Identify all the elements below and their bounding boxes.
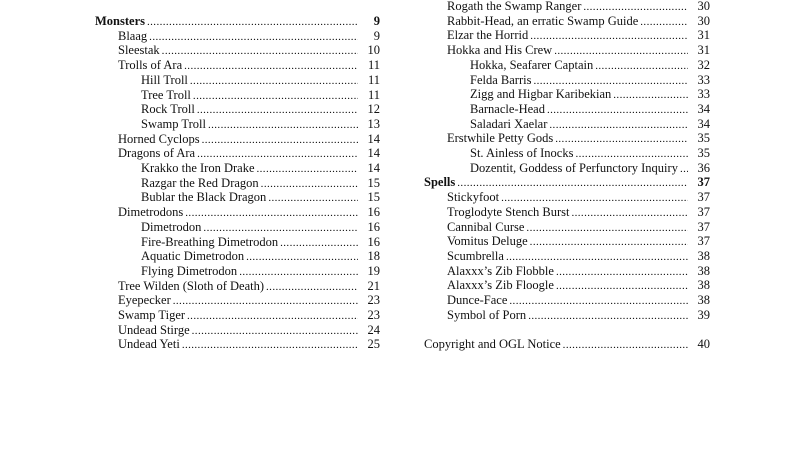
toc-entry-symbol-of-porn[interactable]: [447, 308, 710, 323]
toc-entry-title: Bublar the Black Dragon: [141, 190, 267, 205]
toc-entry-alaxxx-s-zib-flobble[interactable]: [447, 264, 710, 279]
toc-entry-page-number: 39: [697, 307, 710, 322]
toc-entry-page-number: 31: [697, 43, 710, 58]
toc-entry-hokka-seafarer-captain[interactable]: [470, 58, 710, 73]
toc-entry-title: Eyepecker: [118, 293, 171, 308]
toc-entry-title: Tree Wilden (Sloth of Death): [118, 278, 265, 293]
toc-entry-sleestak[interactable]: [118, 43, 380, 58]
toc-entry-title: Stickyfoot: [447, 190, 500, 205]
toc-entry-dragons-of-ara[interactable]: [118, 146, 380, 161]
toc-entry-flying-dimetrodon[interactable]: [141, 264, 380, 279]
toc-entry-title: Cannibal Curse: [447, 219, 525, 234]
toc-entry-page-number: 24: [367, 322, 380, 337]
toc-entry-page-number: 30: [697, 13, 710, 28]
toc-entry-title: Rock Troll: [141, 102, 195, 117]
toc-entry-title: Saladari Xaelar: [470, 116, 548, 131]
toc-entry-page-number: 25: [367, 337, 380, 352]
toc-entry-page-number: 18: [367, 249, 380, 264]
toc-entry-dimetrodon[interactable]: [141, 220, 380, 235]
toc-entry-barnacle-head[interactable]: [470, 102, 710, 117]
toc-entry-title: Swamp Troll: [141, 116, 206, 131]
toc-entry-page-number: 35: [697, 131, 710, 146]
toc-entry-copyright-and-ogl-notice[interactable]: [424, 337, 710, 352]
toc-entry-dimetrodons[interactable]: [118, 205, 380, 220]
toc-entry-title: Aquatic Dimetrodon: [141, 249, 245, 264]
toc-entry-dunce-face[interactable]: [447, 293, 710, 308]
toc-entry-title: Copyright and OGL Notice: [424, 337, 561, 352]
toc-entry-eyepecker[interactable]: [118, 293, 380, 308]
toc-entry-title: Razgar the Red Dragon: [141, 175, 259, 190]
toc-entry-title: Alaxxx’s Zib Floogle: [447, 278, 554, 293]
toc-entry-title: Erstwhile Petty Gods: [447, 131, 554, 146]
toc-entry-page-number: 9: [373, 14, 380, 28]
toc-entry-page-number: 14: [367, 146, 380, 161]
toc-entry-hill-troll[interactable]: [141, 73, 380, 88]
toc-entry-tree-wilden-sloth-of-death[interactable]: [118, 279, 380, 294]
toc-entry-page-number: 15: [367, 190, 380, 205]
toc-entry-vomitus-deluge[interactable]: [447, 234, 710, 249]
toc-entry-page-number: 16: [367, 234, 380, 249]
toc-entry-page-number: 37: [697, 190, 710, 205]
toc-entry-title: Symbol of Porn: [447, 307, 527, 322]
toc-entry-stickyfoot[interactable]: [447, 190, 710, 205]
toc-entry-page-number: 23: [367, 293, 380, 308]
toc-entry-title: St. Ainless of Inocks: [470, 146, 574, 160]
toc-entry-zigg-and-higbar-karibekian[interactable]: [470, 87, 710, 102]
toc-entry-page-number: 10: [367, 43, 380, 58]
toc-entry-title: Alaxxx’s Zib Flobble: [447, 263, 554, 278]
toc-entry-page-number: 34: [697, 101, 710, 116]
toc-entry-title: Swamp Tiger: [118, 308, 186, 322]
toc-entry-page-number: 11: [367, 72, 380, 87]
toc-entry-title: Dunce-Face: [447, 293, 508, 307]
toc-entry-trolls-of-ara[interactable]: [118, 58, 380, 73]
toc-entry-dozentit-goddess-of-perfunctory-inquiry[interactable]: [470, 161, 710, 176]
toc-entry-title: Dimetrodon: [141, 219, 202, 234]
toc-entry-page-number: 36: [697, 160, 710, 175]
toc-entry-title: Undead Yeti: [118, 337, 180, 352]
toc-entry-krakko-the-iron-drake[interactable]: [141, 161, 380, 176]
toc-entry-alaxxx-s-zib-floogle[interactable]: [447, 278, 710, 293]
toc-entry-swamp-troll[interactable]: [141, 117, 380, 132]
toc-entry-aquatic-dimetrodon[interactable]: [141, 249, 380, 264]
toc-entry-st-ainless-of-inocks[interactable]: [470, 146, 710, 161]
toc-entry-title: Sleestak: [118, 43, 160, 58]
toc-entry-title: Troglodyte Stench Burst: [447, 204, 570, 219]
toc-entry-page-number: 33: [697, 72, 710, 87]
toc-entry-page-number: 38: [697, 263, 710, 278]
toc-entry-page-number: 34: [697, 116, 710, 131]
toc-entry-title: Spells: [424, 175, 456, 190]
toc-entry-page-number: 38: [697, 293, 710, 307]
toc-entry-undead-stirge[interactable]: [118, 323, 380, 338]
toc-entry-page-number: 14: [367, 161, 380, 175]
toc-entry-swamp-tiger[interactable]: [118, 308, 380, 323]
toc-entry-page-number: 37: [697, 204, 710, 219]
toc-entry-felda-barris[interactable]: [470, 73, 710, 88]
toc-entry-page-number: 40: [697, 337, 710, 352]
toc-entry-title: Hill Troll: [141, 72, 188, 87]
toc-entry-page-number: 33: [697, 87, 710, 102]
toc-entry-blaag[interactable]: [118, 29, 380, 44]
toc-entry-rogath-the-swamp-ranger[interactable]: [447, 0, 710, 14]
toc-entry-tree-troll[interactable]: [141, 88, 380, 103]
toc-entry-title: Blaag: [118, 28, 148, 43]
toc-entry-rock-troll[interactable]: [141, 102, 380, 117]
toc-entry-title: Vomitus Deluge: [447, 234, 528, 249]
toc-entry-page-number: 38: [697, 278, 710, 293]
toc-entry-page-number: 19: [367, 263, 380, 278]
toc-entry-monsters[interactable]: [95, 14, 380, 29]
toc-entry-title: Scumbrella: [447, 248, 504, 263]
toc-entry-page-number: 32: [697, 57, 710, 72]
toc-entry-title: Barnacle-Head: [470, 101, 545, 116]
toc-entry-page-number: 30: [697, 0, 710, 13]
toc-entry-razgar-the-red-dragon[interactable]: [141, 176, 380, 191]
toc-entry-page-number: 16: [367, 219, 380, 234]
toc-entry-page-number: 31: [697, 28, 710, 43]
toc-entry-page-number: 16: [367, 205, 380, 220]
toc-entry-spells[interactable]: [424, 175, 710, 190]
toc-entry-hokka-and-his-crew[interactable]: [447, 43, 710, 58]
toc-entry-page-number: 35: [697, 146, 710, 160]
toc-entry-title: Rogath the Swamp Ranger: [447, 0, 582, 13]
toc-entry-page-number: 21: [367, 278, 380, 293]
toc-entry-title: Undead Stirge: [118, 322, 190, 337]
toc-entry-title: Elzar the Horrid: [447, 28, 529, 43]
toc-entry-page-number: 15: [367, 175, 380, 190]
toc-entry-title: Monsters: [95, 14, 145, 28]
toc-entry-title: Trolls of Ara: [118, 58, 183, 73]
toc-entry-cannibal-curse[interactable]: [447, 220, 710, 235]
toc-entry-page-number: 37: [697, 234, 710, 249]
toc-entry-scumbrella[interactable]: [447, 249, 710, 264]
toc-entry-title: Flying Dimetrodon: [141, 263, 238, 278]
toc-entry-troglodyte-stench-burst[interactable]: [447, 205, 710, 220]
toc-entry-page-number: 9: [373, 28, 380, 43]
toc-entry-page-number: 38: [697, 248, 710, 263]
toc-entry-erstwhile-petty-gods[interactable]: [447, 131, 710, 146]
toc-entry-title: Hokka, Seafarer Captain: [470, 57, 594, 72]
toc-entry-page-number: 37: [697, 175, 710, 190]
toc-entry-title: Horned Cyclops: [118, 131, 200, 146]
toc-entry-page-number: 11: [367, 87, 380, 102]
dot-leader: [182, 338, 358, 353]
toc-entry-horned-cyclops[interactable]: [118, 132, 380, 147]
toc-entry-page-number: 13: [367, 116, 380, 131]
toc-entry-page-number: 14: [367, 131, 380, 146]
toc-entry-page-number: 11: [367, 58, 380, 73]
toc-entry-title: Tree Troll: [141, 87, 191, 102]
toc-entry-title: Dozentit, Goddess of Perfunctory Inquiry: [470, 160, 678, 175]
dot-leader: [528, 309, 688, 324]
toc-entry-title: Dimetrodons: [118, 205, 184, 220]
toc-entry-elzar-the-horrid[interactable]: [447, 28, 710, 43]
toc-entry-page-number: 37: [697, 219, 710, 234]
dot-leader: [563, 338, 688, 353]
toc-entry-title: Dragons of Ara: [118, 146, 196, 161]
toc-entry-page-number: 12: [367, 102, 380, 117]
toc-entry-bublar-the-black-dragon[interactable]: [141, 190, 380, 205]
toc-entry-rabbit-head-an-erratic-swamp-guide[interactable]: [447, 14, 710, 29]
toc-entry-title: Krakko the Iron Drake: [141, 161, 255, 175]
toc-entry-title: Rabbit-Head, an erratic Swamp Guide: [447, 13, 639, 28]
toc-entry-undead-yeti[interactable]: [118, 337, 380, 352]
toc-entry-title: Fire-Breathing Dimetrodon: [141, 234, 279, 249]
toc-entry-fire-breathing-dimetrodon[interactable]: [141, 235, 380, 250]
toc-entry-saladari-xaelar[interactable]: [470, 117, 710, 132]
toc-entry-title: Felda Barris: [470, 72, 532, 87]
toc-entry-title: Zigg and Higbar Karibekian: [470, 87, 612, 102]
toc-entry-title: Hokka and His Crew: [447, 43, 553, 58]
toc-entry-page-number: 23: [367, 308, 380, 322]
